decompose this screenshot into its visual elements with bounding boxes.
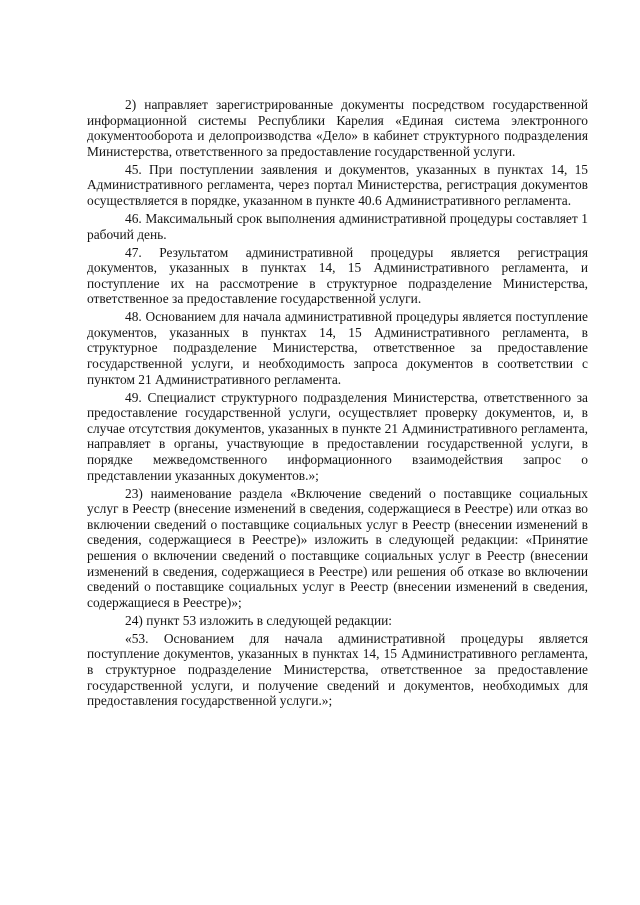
paragraph-47: 47. Результатом административной процедуры является регистрация документов, указанных в пунктах 14, 15 Административного регламента, и поступление их на рассмотрение в структурное подразделение Министерства, ответственное за предоставление государственной услуги. xyxy=(87,244,588,307)
paragraph-49: 49. Специалист структурного подразделения Министерства, ответственного за предоставление государственной услуги, осуществляет проверку документов, и, в случае отсутствия документов, указанных в пункте 21 Административного регламента, направляет в органы, участвующие в предоставлении государственной услуги, в порядке межведомственного информационного взаимодействия запрос о представлении указанных документов.»; xyxy=(87,389,588,483)
paragraph-item-2: 2) направляет зарегистрированные документы посредством государственной информационной системы Республики Карелия «Единая система электронного документооборота и делопроизводства «Дело» в кабинет структурного подразделения Министерства, ответственного за предоставление государственной услуги. xyxy=(87,97,588,159)
paragraph-46: 46. Максимальный срок выполнения административной процедуры составляет 1 рабочий день. xyxy=(87,210,588,242)
paragraph-item-23: 23) наименование раздела «Включение сведений о поставщике социальных услуг в Реестр (внесение изменений в сведения, содержащиеся в Реестре) или отказ во включении сведений о поставщике социальных услуг в Реестр (внесении изменений в сведения, содержащиеся в Реестре)» изложить в следующей редакции: «Принятие решения о включении сведений о поставщике социальных услуг в Реестр (внесении изменений в сведения, содержащиеся в Реестре) или решения об отказе во включении сведений о поставщике социальных услуг в Реестр (внесении изменений в сведения, содержащиеся в Реестре)»; xyxy=(87,485,588,610)
paragraph-45: 45. При поступлении заявления и документов, указанных в пунктах 14, 15 Административного регламента, через портал Министерства, регистрация документов осуществляется в порядке, указанном в пункте 40.6 Административного регламента. xyxy=(87,161,588,208)
paragraph-48: 48. Основанием для начала административной процедуры является поступление документов, указанных в пунктах 14, 15 Административного регламента, в структурное подразделение Министерства, ответственное за предоставление государственной услуги, и необходимость запроса документов в соответствии с пунктом 21 Административного регламента. xyxy=(87,309,588,387)
document-page xyxy=(87,97,588,711)
paragraph-item-24: 24) пункт 53 изложить в следующей редакции: xyxy=(125,612,393,628)
paragraph-53: «53. Основанием для начала административной процедуры является поступление документов, указанных в пунктах 14, 15 Административного регламента, в структурное подразделение Министерства, ответственное за предоставление государственной услуги, и получение сведений и документов, необходимых для предоставления государственной услуги.»; xyxy=(87,630,588,709)
